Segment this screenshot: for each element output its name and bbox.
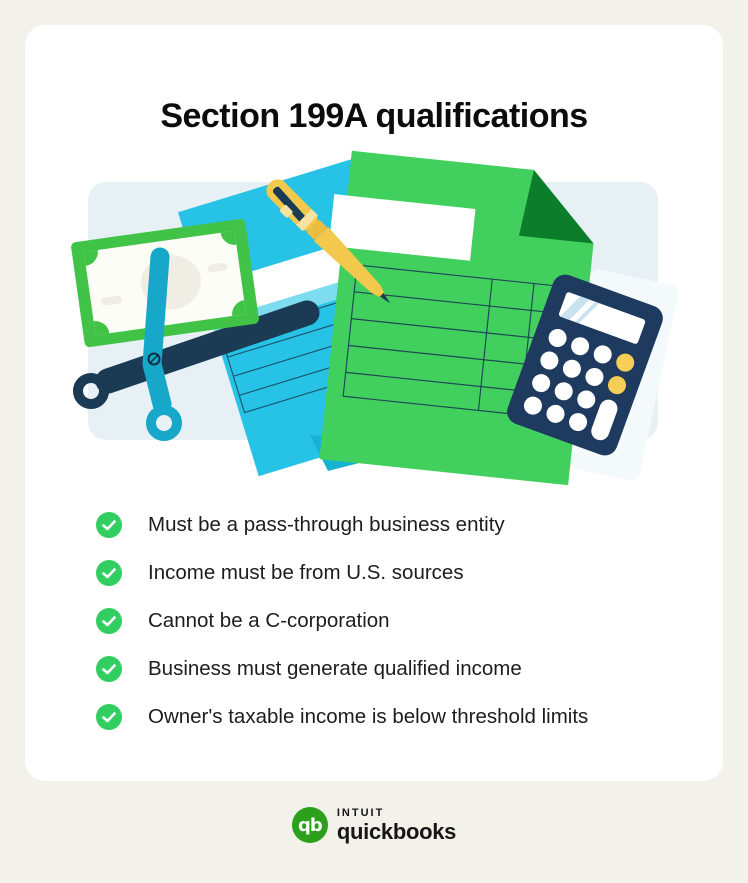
check-icon [96, 512, 122, 538]
check-icon [96, 704, 122, 730]
checklist-item [96, 703, 666, 730]
checklist-item [96, 607, 666, 634]
intuit-wordmark: INTUIT [336, 807, 385, 819]
checklist-item-label: Owner's taxable income is below threshold limits [148, 705, 589, 728]
checklist-item-label: Must be a pass-through business entity [148, 513, 505, 536]
checklist-item-label: Business must generate qualified income [148, 657, 522, 680]
page-title: Section 199A qualifications [160, 96, 588, 135]
finance-illustration [60, 140, 680, 485]
check-icon [96, 656, 122, 682]
checklist-item-label: Income must be from U.S. sources [148, 561, 464, 584]
quickbooks-wordmark: quickbooks [336, 819, 457, 844]
brand-wordmark [337, 807, 456, 843]
checklist-item [96, 655, 666, 682]
checklist-item-label: Cannot be a C-corporation [148, 609, 390, 632]
intuit-quickbooks-logo [0, 807, 748, 843]
check-icon [96, 608, 122, 634]
checklist-item [96, 511, 666, 538]
check-icon [96, 560, 122, 586]
quickbooks-logo-icon: qb [292, 807, 328, 843]
qualification-checklist [96, 511, 666, 751]
checklist-item [96, 559, 666, 586]
scissors-teal-blade [152, 257, 162, 404]
